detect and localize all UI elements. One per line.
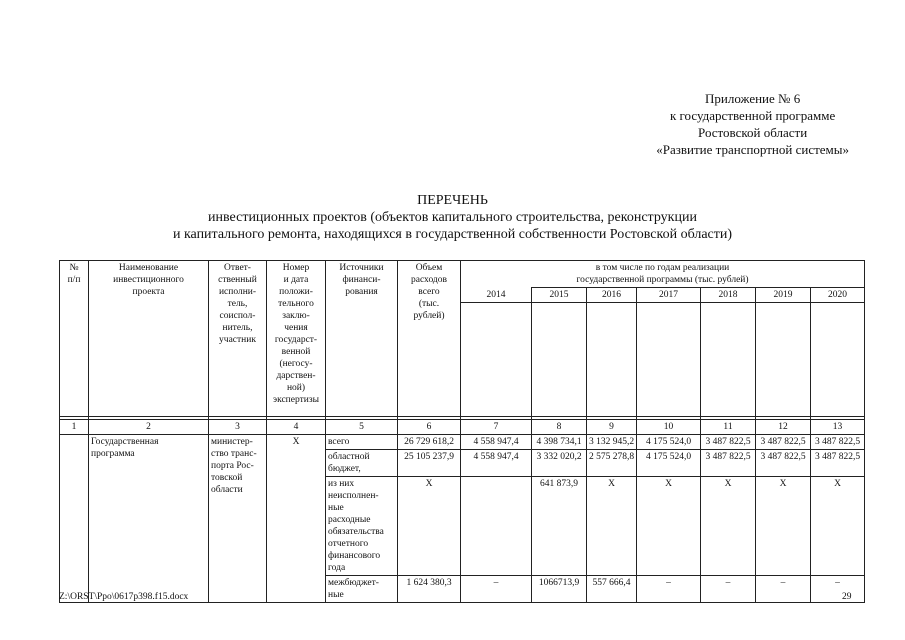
header-years-group: в том числе по годам реализации государственной программы (тыс. рублей)	[461, 261, 865, 288]
year-value: 3 487 822,5	[756, 435, 811, 450]
total-value: 26 729 618,2	[398, 435, 461, 450]
column-number: 9	[587, 420, 637, 435]
appendix-header	[656, 90, 849, 158]
funding-source: из них неисполнен- ные расходные обязательства отчетного финансового года	[326, 477, 398, 576]
year-value: 557 666,4	[587, 576, 637, 603]
appendix-line-1: Приложение № 6	[705, 91, 801, 106]
column-number: 5	[326, 420, 398, 435]
total-value: 1 624 380,3	[398, 576, 461, 603]
column-number: 13	[811, 420, 865, 435]
title-line-1: ПЕРЕЧЕНЬ	[417, 193, 488, 208]
header-year: 2014	[461, 288, 532, 303]
year-value: –	[756, 576, 811, 603]
header-total: Объем расходов всего (тыс. рублей)	[398, 261, 461, 417]
year-value: Х	[637, 477, 701, 576]
year-value: 4 398 734,1	[532, 435, 587, 450]
header-year: 2020	[811, 288, 865, 303]
column-number: 1	[60, 420, 89, 435]
year-value: 3 332 020,2	[532, 450, 587, 477]
year-value	[461, 477, 532, 576]
year-value: 4 175 524,0	[637, 450, 701, 477]
year-value: 3 487 822,5	[811, 450, 865, 477]
year-value: 3 487 822,5	[811, 435, 865, 450]
column-number: 11	[701, 420, 756, 435]
investment-projects-table	[59, 260, 865, 603]
appendix-line-3: Ростовской области	[698, 125, 808, 140]
year-value: Х	[756, 477, 811, 576]
year-value: 1066713,9	[532, 576, 587, 603]
year-value: 3 132 945,2	[587, 435, 637, 450]
year-value: Х	[701, 477, 756, 576]
appendix-line-2: к государственной программе	[669, 108, 836, 123]
column-number: 2	[89, 420, 209, 435]
header-project-name: Наименование инвестиционного проекта	[89, 261, 209, 417]
column-number: 3	[209, 420, 267, 435]
column-number: 7	[461, 420, 532, 435]
header-year: 2019	[756, 288, 811, 303]
year-value: –	[461, 576, 532, 603]
header-responsible: Ответ- ственный исполни- тель, соиспол- нитель, участник	[209, 261, 267, 417]
funding-source: всего	[326, 435, 398, 450]
year-value: Х	[811, 477, 865, 576]
year-value: 2 575 278,8	[587, 450, 637, 477]
header-year: 2015	[532, 288, 587, 303]
total-value: Х	[398, 477, 461, 576]
year-value: –	[811, 576, 865, 603]
year-value: 4 558 947,4	[461, 435, 532, 450]
column-number: 12	[756, 420, 811, 435]
appendix-line-4: «Развитие транспортной системы»	[656, 142, 849, 157]
column-number: 8	[532, 420, 587, 435]
title-line-3: и капитального ремонта, находящихся в государственной собственности Ростовской области)	[172, 227, 733, 242]
header-year: 2016	[587, 288, 637, 303]
document-title	[0, 192, 905, 243]
column-number: 6	[398, 420, 461, 435]
year-value: 3 487 822,5	[701, 450, 756, 477]
year-value: –	[701, 576, 756, 603]
funding-source: областной бюджет,	[326, 450, 398, 477]
year-value: 3 487 822,5	[701, 435, 756, 450]
footer-page-number: 29	[842, 592, 852, 602]
header-row	[60, 261, 865, 288]
year-value: 4 175 524,0	[637, 435, 701, 450]
total-value: 25 105 237,9	[398, 450, 461, 477]
header-year: 2017	[637, 288, 701, 303]
year-value: Х	[587, 477, 637, 576]
year-value: 3 487 822,5	[756, 450, 811, 477]
header-num: № п/п	[60, 261, 89, 417]
program-expertise-cell: Х	[267, 435, 326, 603]
column-number: 10	[637, 420, 701, 435]
header-year: 2018	[701, 288, 756, 303]
column-numbers-row	[60, 420, 865, 435]
column-number: 4	[267, 420, 326, 435]
table-row	[60, 435, 865, 450]
title-line-2: инвестиционных проектов (объектов капитального строительства, реконструкции	[208, 210, 697, 225]
header-expertise: Номер и дата положи- тельного заклю- чения государст- венной (негосу- дарствен- ной) экспертизы	[267, 261, 326, 417]
year-value: 4 558 947,4	[461, 450, 532, 477]
program-num-cell	[60, 435, 89, 603]
footer-file-path: Z:\ORST\Ppo\0617p398.f15.docx	[59, 592, 189, 602]
funding-source: межбюджет- ные	[326, 576, 398, 603]
program-responsible-cell: министер- ство транс- порта Рос- товской области	[209, 435, 267, 603]
year-value: –	[637, 576, 701, 603]
header-funding-source: Источники финанси- рования	[326, 261, 398, 417]
program-name-cell: Государственная программа	[89, 435, 209, 603]
year-value: 641 873,9	[532, 477, 587, 576]
